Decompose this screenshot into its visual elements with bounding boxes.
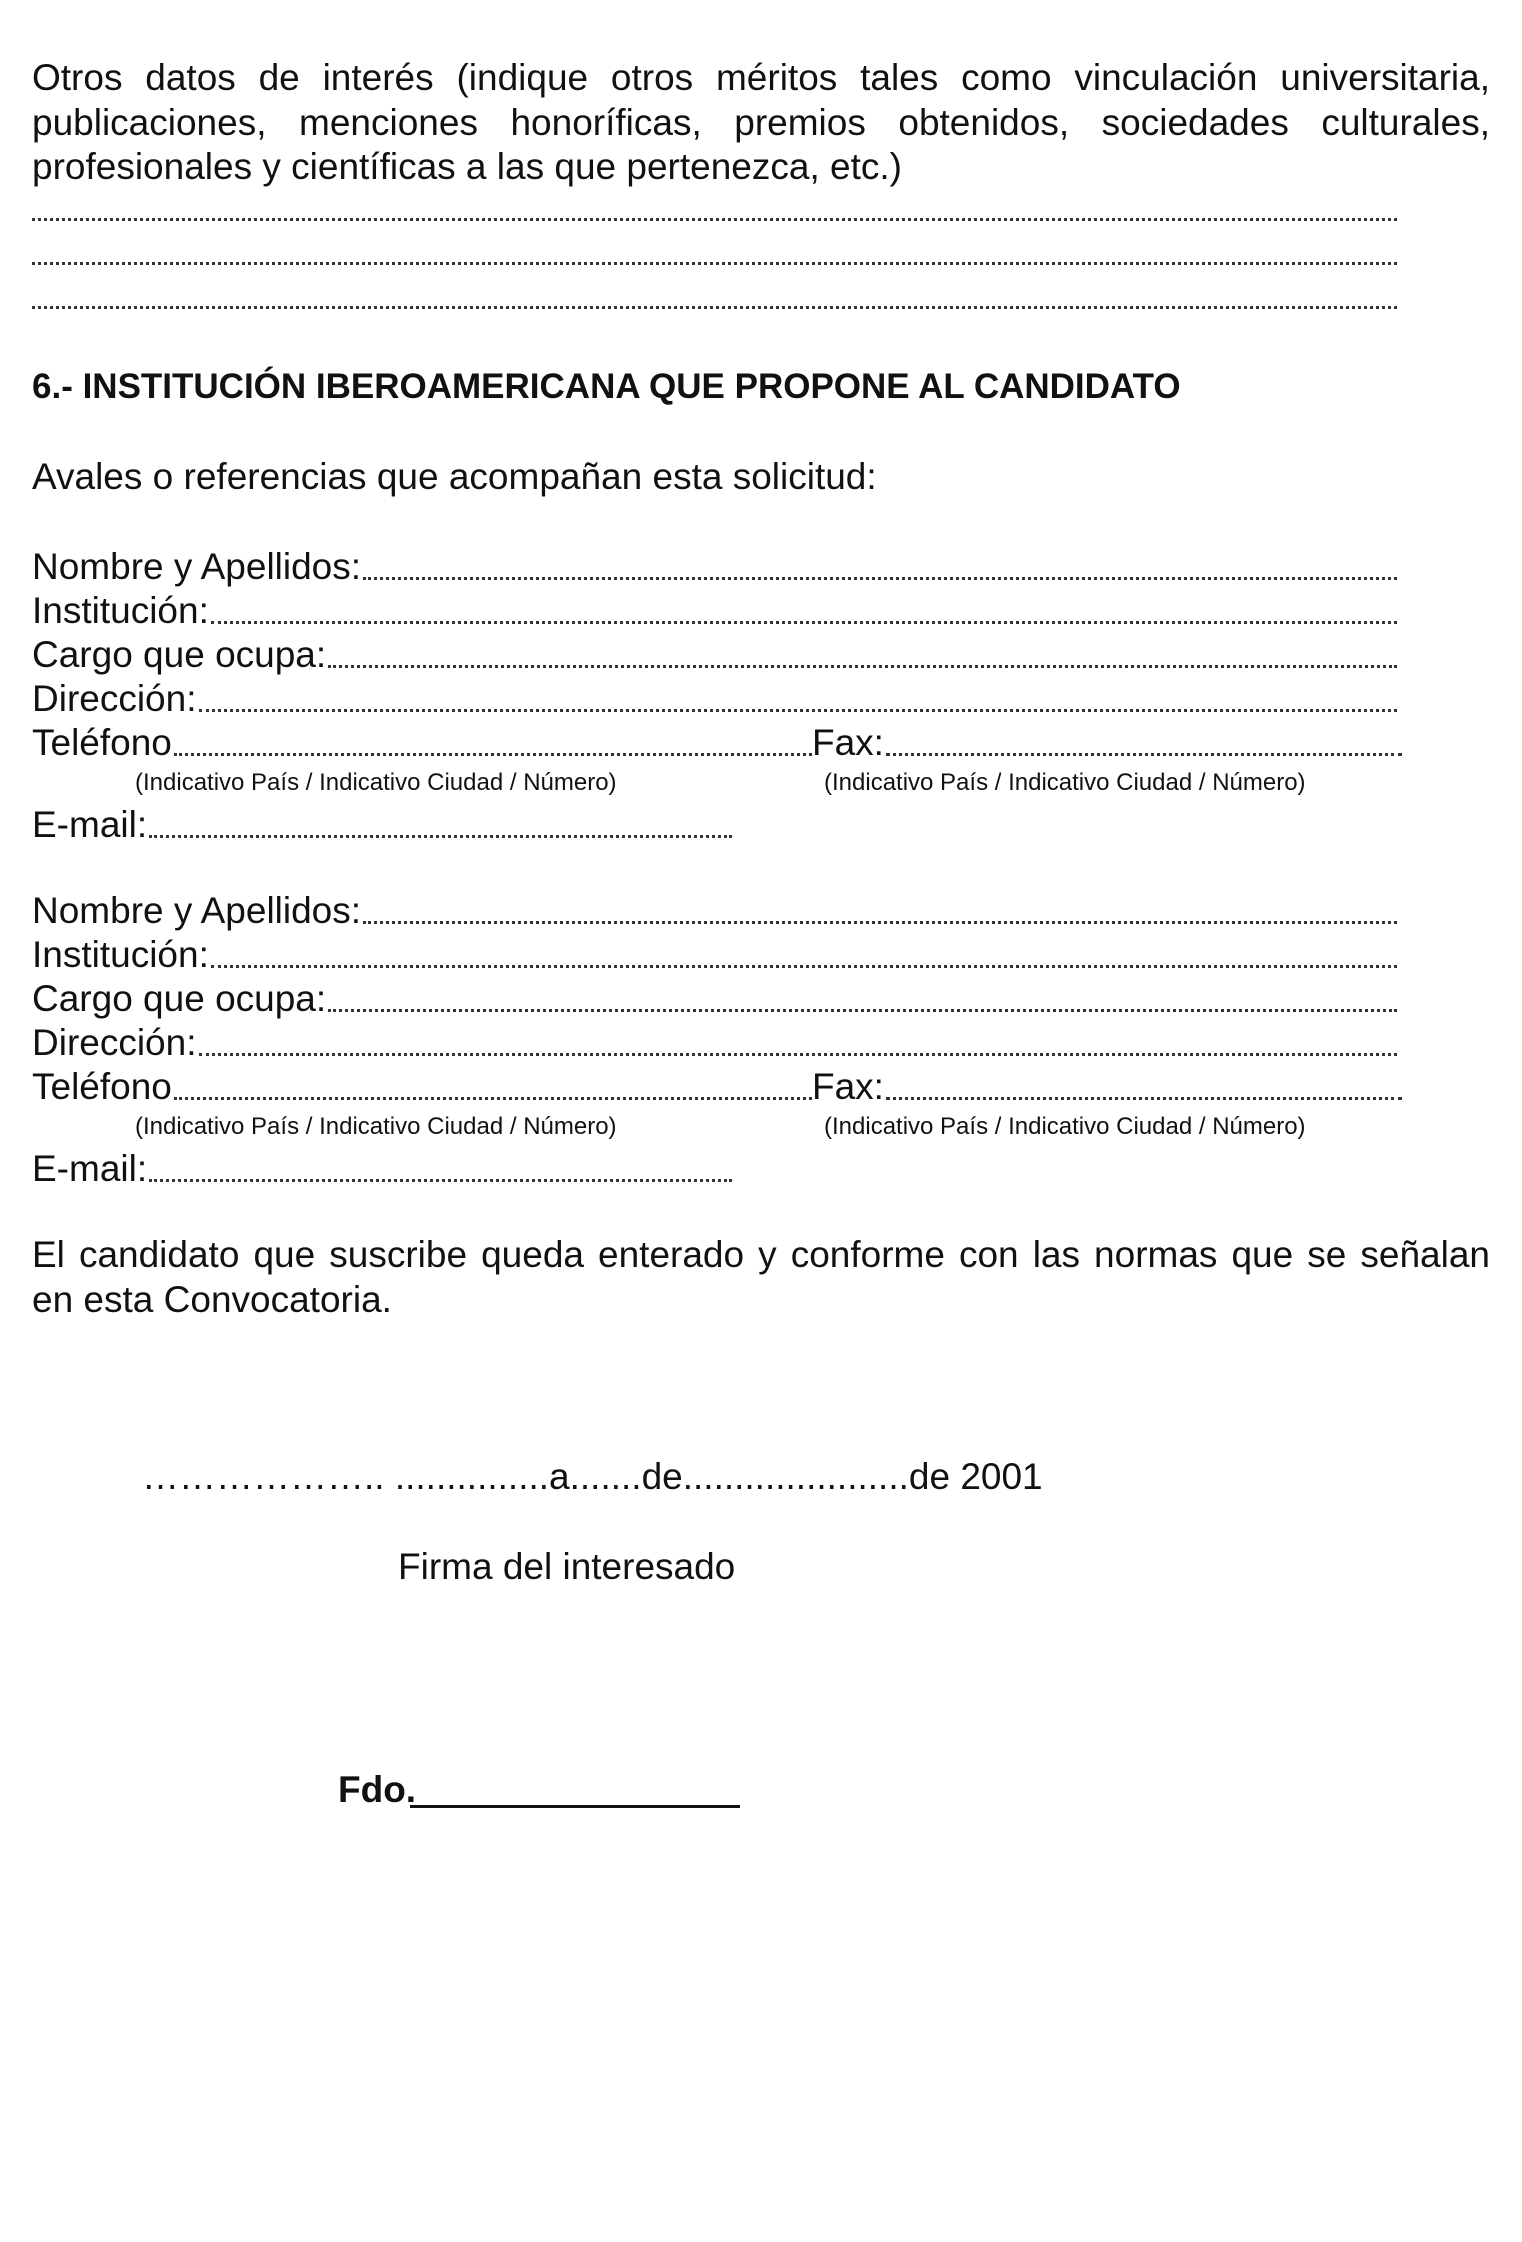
ref2-name-field[interactable] (363, 921, 1397, 924)
ref1-phone-label: Teléfono (32, 722, 172, 763)
ref1-institution-label: Institución: (32, 590, 209, 631)
ref2-position-field[interactable] (328, 1009, 1397, 1012)
section-6-heading: 6.- INSTITUCIÓN IBEROAMERICANA QUE PROPONE AL CANDIDATO (32, 367, 1181, 406)
agreement-paragraph: El candidato que suscribe queda enterado y conforme con las normas que se señalan en esta Convocatoria. (32, 1234, 1490, 1320)
ref1-address-row[interactable] (32, 677, 1397, 721)
ref1-name-row[interactable] (32, 545, 1397, 589)
ref2-phone-label: Teléfono (32, 1066, 172, 1107)
ref2-email-label: E-mail: (32, 1148, 148, 1189)
ref1-fax-field[interactable] (886, 753, 1402, 756)
ref1-position-row[interactable] (32, 633, 1397, 677)
signature-caption: Firma del interesado (398, 1546, 736, 1587)
ref2-institution-field[interactable] (211, 965, 1397, 968)
merits-answer-line-1[interactable] (32, 218, 1397, 221)
ref1-name-field[interactable] (363, 577, 1397, 580)
ref2-address-label: Dirección: (32, 1022, 197, 1063)
references-subtitle: Avales o referencias que acompañan esta solicitud: (32, 456, 877, 497)
ref2-email-field[interactable] (149, 1179, 732, 1182)
ref1-institution-row[interactable] (32, 589, 1397, 633)
ref1-address-field[interactable] (199, 709, 1398, 712)
ref2-address-field[interactable] (199, 1053, 1398, 1056)
ref1-email-field[interactable] (149, 835, 732, 838)
ref1-position-label: Cargo que ocupa: (32, 634, 327, 675)
ref2-fax-hint: (Indicativo País / Indicativo Ciudad / Número) (824, 1113, 1306, 1140)
ref2-institution-row[interactable] (32, 933, 1397, 977)
ref1-fax-row[interactable] (812, 721, 1402, 765)
ref2-fax-label: Fax: (812, 1066, 884, 1107)
ref1-phone-field[interactable] (174, 753, 812, 756)
ref2-position-label: Cargo que ocupa: (32, 978, 327, 1019)
other-merits-paragraph: Otros datos de interés (indique otros méritos tales como vinculación universitaria, publicaciones, menciones honoríficas, premios obtenidos, sociedades culturales, profesionales y científicas a las que pertenezca, etc.) (32, 57, 1490, 187)
ref2-email-row[interactable] (32, 1147, 732, 1191)
merits-answer-line-2[interactable] (32, 262, 1397, 265)
ref2-phone-row[interactable] (32, 1065, 812, 1109)
ref1-institution-field[interactable] (211, 621, 1397, 624)
ref2-name-label: Nombre y Apellidos: (32, 890, 362, 931)
ref1-address-label: Dirección: (32, 678, 197, 719)
ref1-phone-hint: (Indicativo País / Indicativo Ciudad / Número) (135, 769, 617, 796)
merits-answer-line-3[interactable] (32, 306, 1397, 309)
ref1-fax-hint: (Indicativo País / Indicativo Ciudad / Número) (824, 769, 1306, 796)
fdo-label: Fdo. (338, 1769, 417, 1810)
ref2-fax-row[interactable] (812, 1065, 1402, 1109)
ref1-email-label: E-mail: (32, 804, 148, 845)
ref1-position-field[interactable] (328, 665, 1397, 668)
ref1-email-row[interactable] (32, 803, 732, 847)
ref2-phone-hint: (Indicativo País / Indicativo Ciudad / Número) (135, 1113, 617, 1140)
signature-line[interactable] (410, 1805, 740, 1808)
ref2-position-row[interactable] (32, 977, 1397, 1021)
ref2-address-row[interactable] (32, 1021, 1397, 1065)
date-place-line[interactable]: ……………….. ...............a.......de......................de 2001 (142, 1456, 1043, 1497)
ref1-name-label: Nombre y Apellidos: (32, 546, 362, 587)
ref2-institution-label: Institución: (32, 934, 209, 975)
ref1-fax-label: Fax: (812, 722, 884, 763)
ref2-name-row[interactable] (32, 889, 1397, 933)
ref2-fax-field[interactable] (886, 1097, 1402, 1100)
ref2-phone-field[interactable] (174, 1097, 812, 1100)
ref1-phone-row[interactable] (32, 721, 812, 765)
